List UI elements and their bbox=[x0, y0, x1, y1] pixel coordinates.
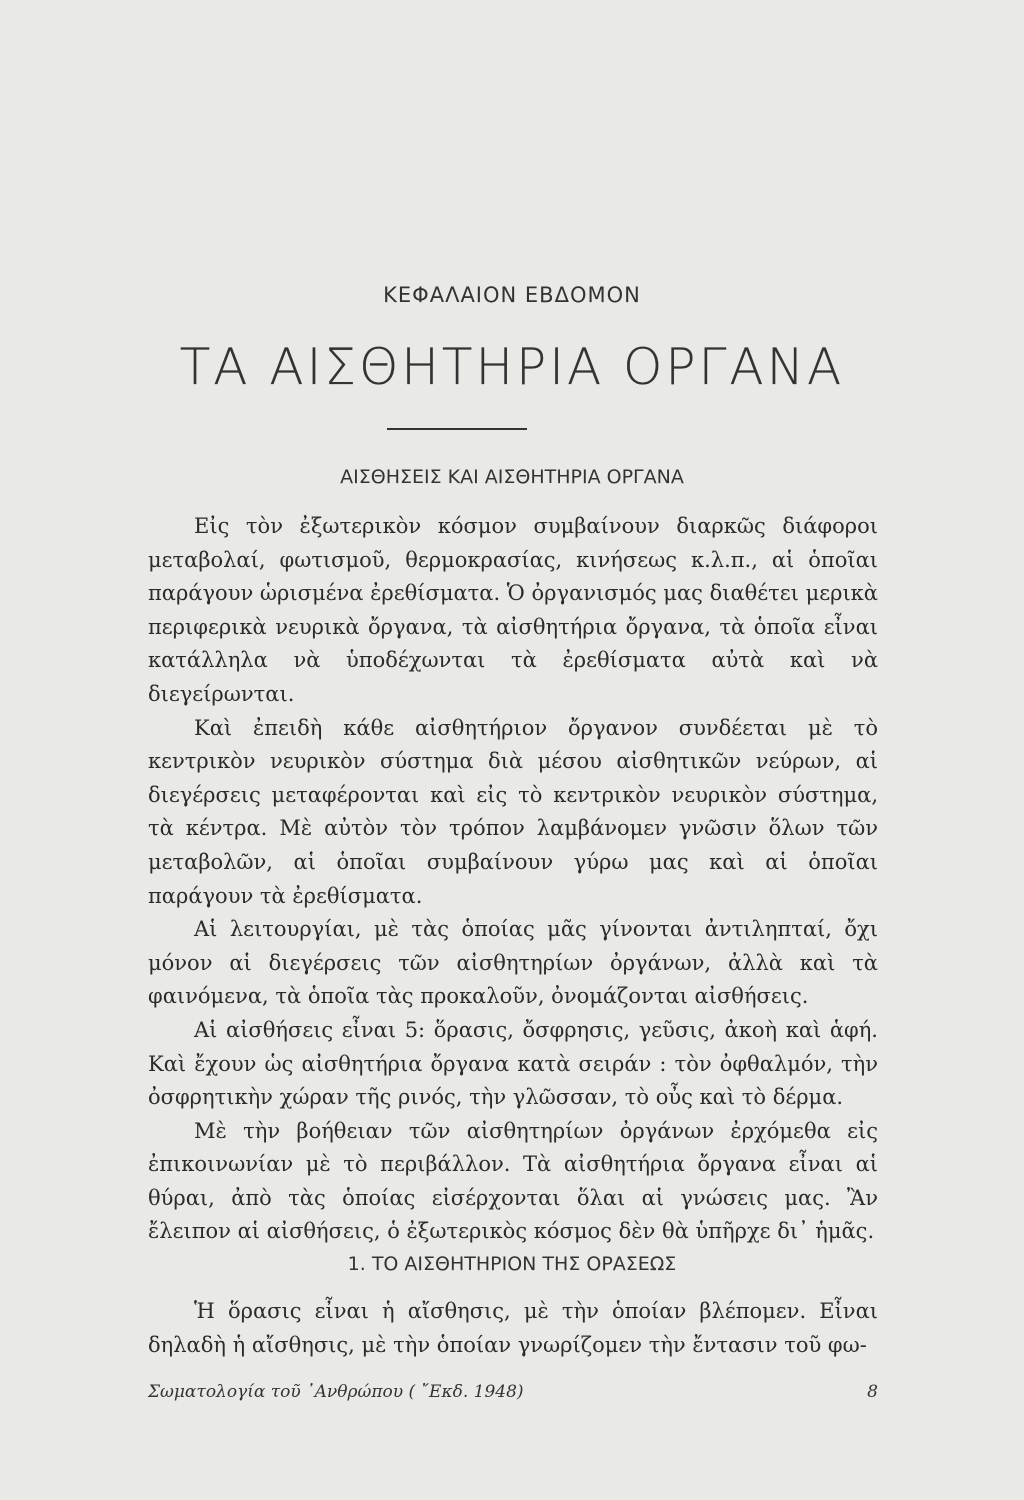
page-number: 8 bbox=[867, 1382, 878, 1402]
paragraph: Αἱ αἰσθήσεις εἶναι 5: ὅρασις, ὄσφρησις, γεῦσις, ἀκοὴ καὶ ἁφή. Καὶ ἔχουν ὡς αἰσθητήρια ὄργανα κατὰ σειράν : τὸν ὀφθαλμόν, τὴν ὀσφρητικὴν χώραν τῆς ρινός, τὴν γλῶσσαν, τὸ οὖς καὶ τὸ δέρμα. bbox=[148, 1017, 878, 1110]
section-body-senses bbox=[148, 510, 878, 1249]
title-divider bbox=[387, 428, 527, 430]
paragraph: Αἱ λειτουργίαι, μὲ τὰς ὁποίας μᾶς γίνονται ἀντιληπταί, ὄχι μόνον αἱ διεγέρσεις τῶν αἰσθητηρίων ὀργάνων, ἀλλὰ καὶ τὰ φαινόμενα, τὰ ὁποῖα τὰς προκαλοῦν, ὀνομάζονται αἰσθήσεις. bbox=[148, 917, 878, 1009]
section-heading-vision: 1. ΤΟ ΑΙΣΘΗΤΗΡΙΟΝ ΤΗΣ ΟΡΑΣΕΩΣ bbox=[347, 1253, 677, 1275]
section-heading-senses: ΑΙΣΘΗΣΕΙΣ ΚΑΙ ΑΙΣΘΗΤΗΡΙΑ ΟΡΓΑΝΑ bbox=[340, 466, 684, 488]
paragraph: Εἰς τὸν ἐξωτερικὸν κόσμον συμβαίνουν διαρκῶς διάφοροι μεταβολαί, φωτισμοῦ, θερμοκρασίας, κινήσεως κ.λ.π., αἱ ὁποῖαι παράγουν ὡρισμένα ἐρεθίσματα. Ὁ ὀργανισμός μας διαθέτει μερικὰ περιφερικὰ νευρικὰ ὄργανα, τὰ αἰσθητήρια ὄργανα, τὰ ὁποῖα εἶναι κατάλληλα νὰ ὑποδέχωνται τὰ ἐρεθίσματα αὐτὰ καὶ νὰ διεγείρωνται. bbox=[148, 514, 878, 706]
paragraph: Ἡ ὅρασις εἶναι ἡ αἴσθησις, μὲ τὴν ὁποίαν βλέπομεν. Εἶναι δηλαδὴ ἡ αἴσθησις, μὲ τὴν ὁποίαν γνωρίζομεν τὴν ἔντασιν τοῦ φω- bbox=[148, 1299, 878, 1357]
section-body-vision bbox=[148, 1295, 878, 1362]
page-footer bbox=[148, 1382, 878, 1402]
footer-book-title: Σωματολογία τοῦ ᾿Ανθρώπου ( ῎Εκδ. 1948) bbox=[148, 1382, 524, 1402]
paragraph: Μὲ τὴν βοήθειαν τῶν αἰσθητηρίων ὀργάνων ἐρχόμεθα εἰς ἐπικοινωνίαν μὲ τὸ περιβάλλον. Τὰ αἰσθητήρια ὄργανα εἶναι αἱ θύραι, ἀπὸ τὰς ὁποίας εἰσέρχονται ὅλαι αἱ γνώσεις μας. Ἂν ἔλειπον αἱ αἰσθήσεις, ὁ ἐξωτερικὸς κόσμος δὲν θὰ ὑπῆρχε δι᾿ ἡμᾶς. bbox=[148, 1118, 878, 1244]
chapter-title: ΤΑ ΑΙΣΘΗΤΗΡΙΑ ΟΡΓΑΝΑ bbox=[179, 338, 845, 396]
chapter-label: ΚΕΦΑΛΑΙΟΝ ΕΒΔΟΜΟΝ bbox=[383, 283, 641, 307]
paragraph: Καὶ ἐπειδὴ κάθε αἰσθητήριον ὄργανον συνδέεται μὲ τὸ κεντρικὸν νευρικὸν σύστημα διὰ μέσου αἰσθητικῶν νεύρων, αἱ διεγέρσεις μεταφέρονται καὶ εἰς τὸ κεντρικὸν νευρικὸν σύστημα, τὰ κέντρα. Μὲ αὐτὸν τὸν τρόπον λαμβάνομεν γνῶσιν ὅλων τῶν μεταβολῶν, αἱ ὁποῖαι συμβαίνουν γύρω μας καὶ αἱ ὁποῖαι παράγουν τὰ ἐρεθίσματα. bbox=[148, 715, 878, 908]
